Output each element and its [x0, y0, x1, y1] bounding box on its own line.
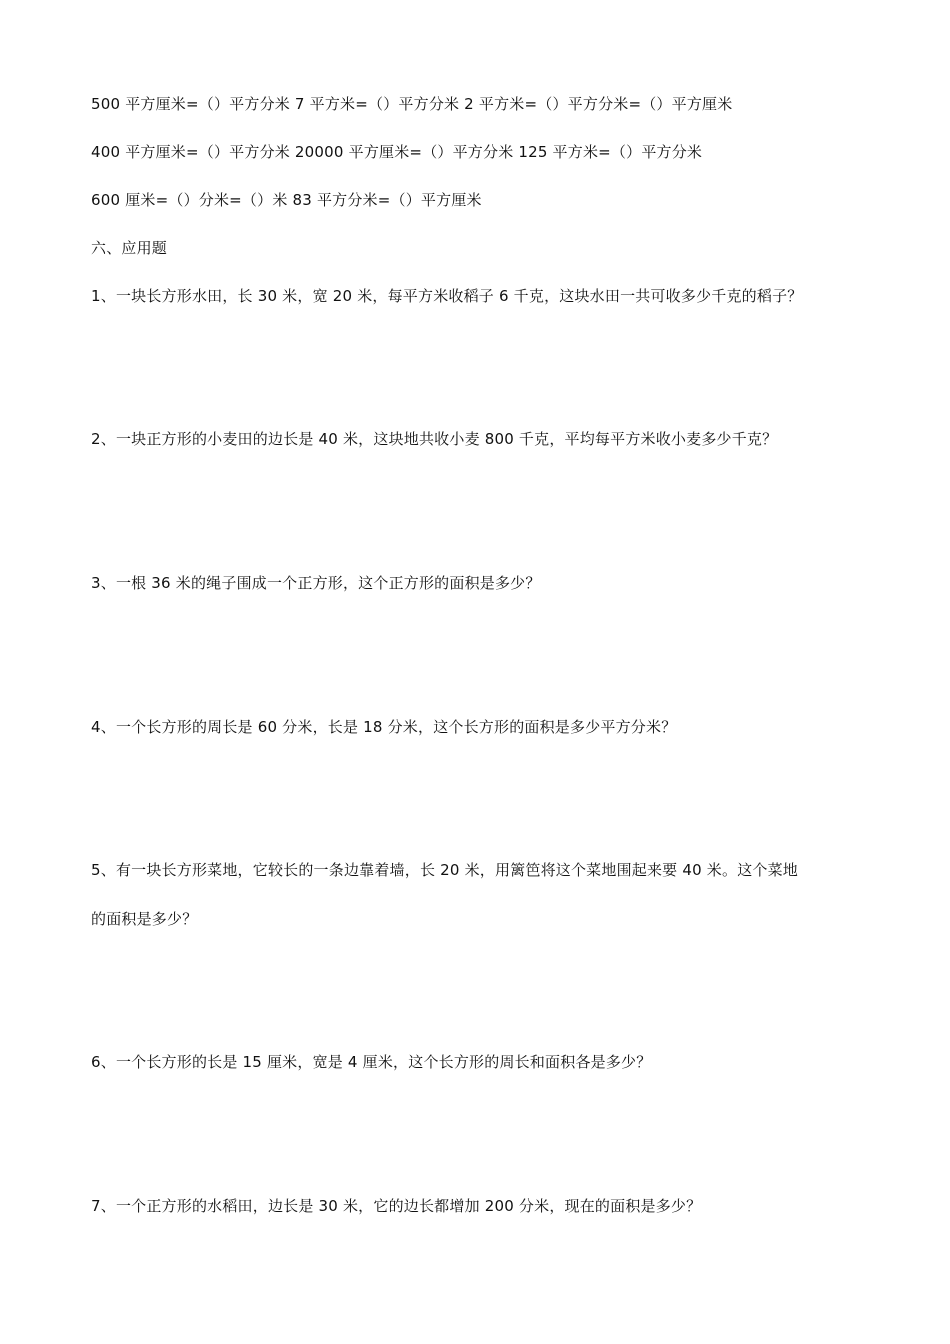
section-title: 六、应用题 [91, 239, 168, 257]
conversion-line-3: 600 厘米=（）分米=（）米 83 平方分米=（）平方厘米 [91, 191, 482, 209]
question-7: 7、一个正方形的水稻田，边长是 30 米，它的边长都增加 200 分米，现在的面积是多少？ [91, 1197, 702, 1215]
question-1: 1、一块长方形水田，长 30 米，宽 20 米，每平方米收稻子 6 千克，这块水田一共可收多少千克的稻子？ [91, 287, 803, 305]
question-3: 3、一根 36 米的绳子围成一个正方形，这个正方形的面积是多少？ [91, 574, 541, 592]
question-2: 2、一块正方形的小麦田的边长是 40 米，这块地共收小麦 800 千克，平均每平方米收小麦多少千克？ [91, 430, 778, 448]
question-4: 4、一个长方形的周长是 60 分米，长是 18 分米，这个长方形的面积是多少平方分米？ [91, 718, 677, 736]
question-5-line-2: 的面积是多少？ [91, 910, 198, 928]
question-5-line-1: 5、有一块长方形菜地，它较长的一条边靠着墙，长 20 米，用篱笆将这个菜地围起来要 40 米。这个菜地 [91, 861, 798, 879]
question-6: 6、一个长方形的长是 15 厘米，宽是 4 厘米，这个长方形的周长和面积各是多少？ [91, 1053, 652, 1071]
conversion-line-1: 500 平方厘米=（）平方分米 7 平方米=（）平方分米 2 平方米=（）平方分米=（）平方厘米 [91, 95, 733, 113]
conversion-line-2: 400 平方厘米=（）平方分米 20000 平方厘米=（）平方分米 125 平方米=（）平方分米 [91, 143, 703, 161]
